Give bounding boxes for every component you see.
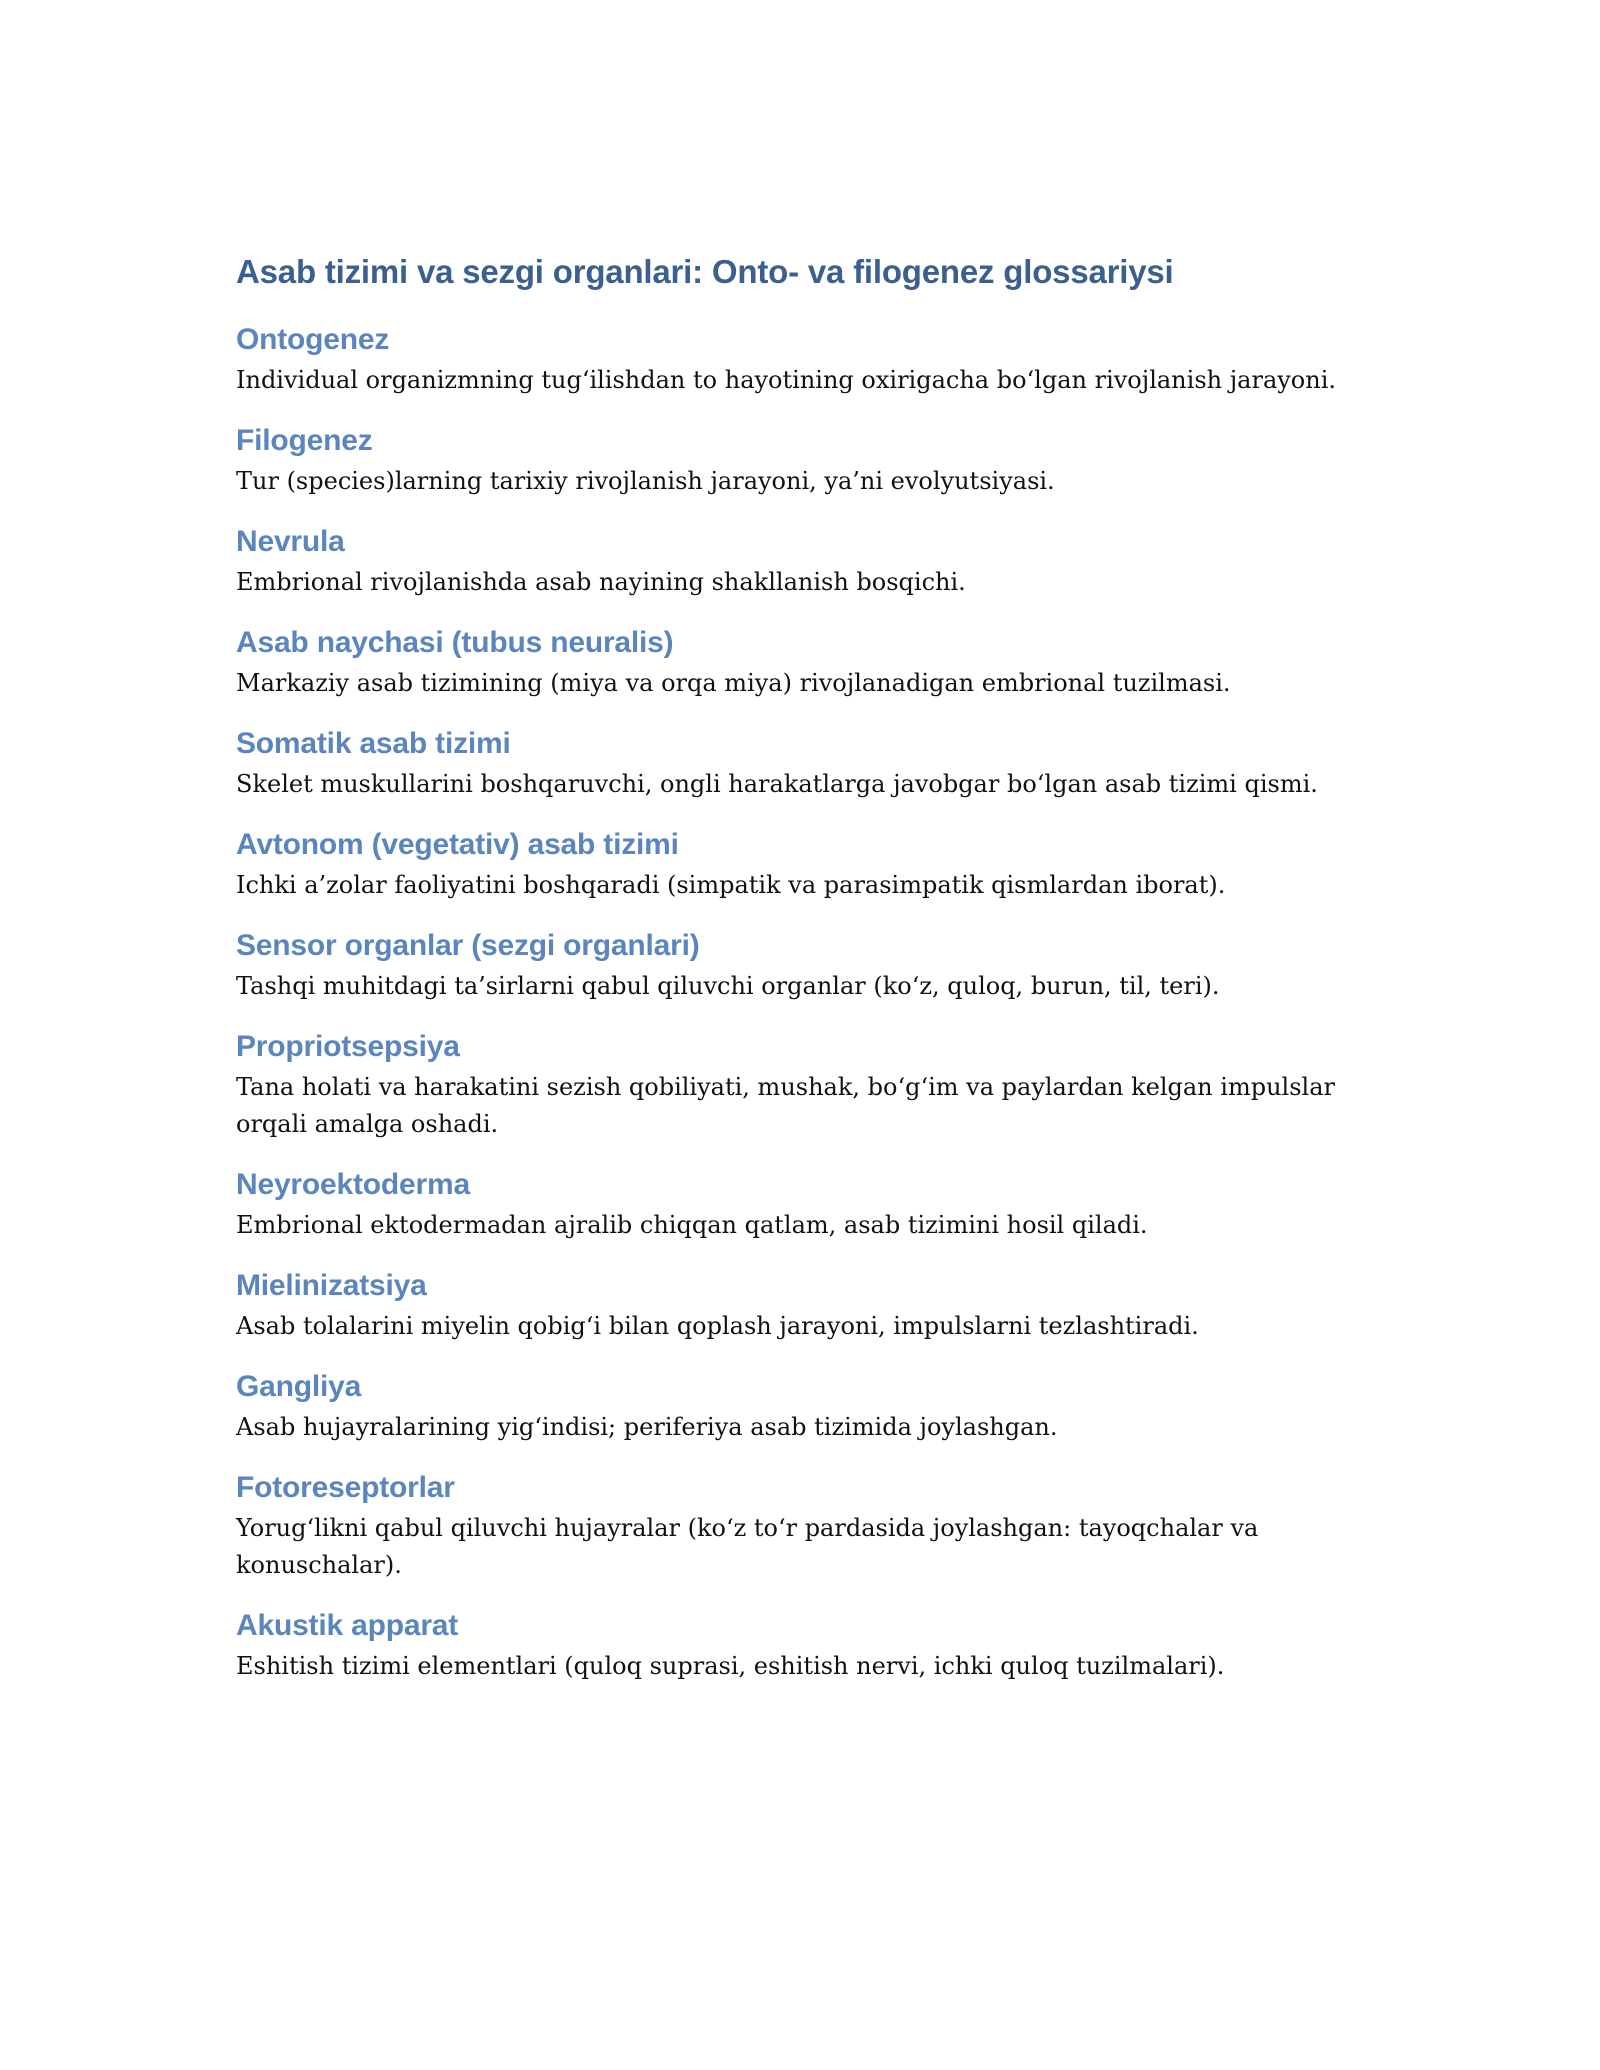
glossary-entry (236, 1027, 1366, 1143)
document-page (236, 248, 1366, 1707)
glossary-definition: Tur (species)larning tarixiy rivojlanish jarayoni, ya’ni evolyutsiyasi. (236, 467, 1055, 495)
glossary-entry (236, 1165, 1366, 1244)
glossary-entry (236, 1468, 1366, 1584)
glossary-entry (236, 825, 1366, 904)
glossary-term: Propriotsepsiya (236, 1030, 460, 1063)
glossary-definition: Tana holati va harakatini sezish qobiliyati, mushak, bo‘g‘im va paylardan kelgan impulslar orqali amalga oshadi. (236, 1073, 1335, 1138)
glossary-entry (236, 522, 1366, 601)
glossary-definition: Individual organizmning tug‘ilishdan to hayotining oxirigacha bo‘lgan rivojlanish jarayoni. (236, 366, 1337, 394)
glossary-term: Neyroektoderma (236, 1168, 470, 1201)
glossary-definition: Asab tolalarini miyelin qobig‘i bilan qoplash jarayoni, impulslarni tezlashtiradi. (236, 1312, 1199, 1340)
glossary-definition: Ichki a’zolar faoliyatini boshqaradi (simpatik va parasimpatik qismlardan iborat). (236, 871, 1226, 899)
glossary-entry (236, 421, 1366, 500)
glossary-term: Akustik apparat (236, 1609, 459, 1642)
glossary-term: Filogenez (236, 424, 373, 457)
glossary-definition: Eshitish tizimi elementlari (quloq suprasi, eshitish nervi, ichki quloq tuzilmalari). (236, 1652, 1225, 1680)
glossary-term: Somatik asab tizimi (236, 727, 511, 760)
glossary-definition: Tashqi muhitdagi ta’sirlarni qabul qiluvchi organlar (ko‘z, quloq, burun, til, teri). (236, 972, 1220, 1000)
glossary-entry (236, 1266, 1366, 1345)
glossary-term: Avtonom (vegetativ) asab tizimi (236, 828, 679, 861)
glossary-definition: Embrional rivojlanishda asab nayining shakllanish bosqichi. (236, 568, 966, 596)
glossary-entry (236, 623, 1366, 702)
glossary-term: Ontogenez (236, 323, 390, 356)
glossary-term: Nevrula (236, 525, 345, 558)
glossary-term: Sensor organlar (sezgi organlari) (236, 929, 700, 962)
glossary-entry (236, 724, 1366, 803)
glossary-definition: Skelet muskullarini boshqaruvchi, ongli harakatlarga javobgar bo‘lgan asab tizimi qismi. (236, 770, 1318, 798)
glossary-term: Gangliya (236, 1370, 362, 1403)
glossary-definition: Asab hujayralarining yig‘indisi; periferiya asab tizimida joylashgan. (236, 1413, 1058, 1441)
glossary-entry (236, 1367, 1366, 1446)
glossary-definition: Embrional ektodermadan ajralib chiqqan qatlam, asab tizimini hosil qiladi. (236, 1211, 1148, 1239)
glossary-entry (236, 1606, 1366, 1685)
document-title: Asab tizimi va sezgi organlari: Onto- va filogenez glossariysi (236, 253, 1174, 290)
glossary-term: Fotoreseptorlar (236, 1471, 455, 1504)
glossary-term: Asab naychasi (tubus neuralis) (236, 626, 674, 659)
glossary-term: Mielinizatsiya (236, 1269, 427, 1302)
glossary-definition: Markaziy asab tizimining (miya va orqa miya) rivojlanadigan embrional tuzilmasi. (236, 669, 1231, 697)
glossary-entry (236, 320, 1366, 399)
glossary-entry (236, 926, 1366, 1005)
glossary-definition: Yorug‘likni qabul qiluvchi hujayralar (ko‘z to‘r pardasida joylashgan: tayoqchalar va konuschalar). (236, 1514, 1259, 1579)
